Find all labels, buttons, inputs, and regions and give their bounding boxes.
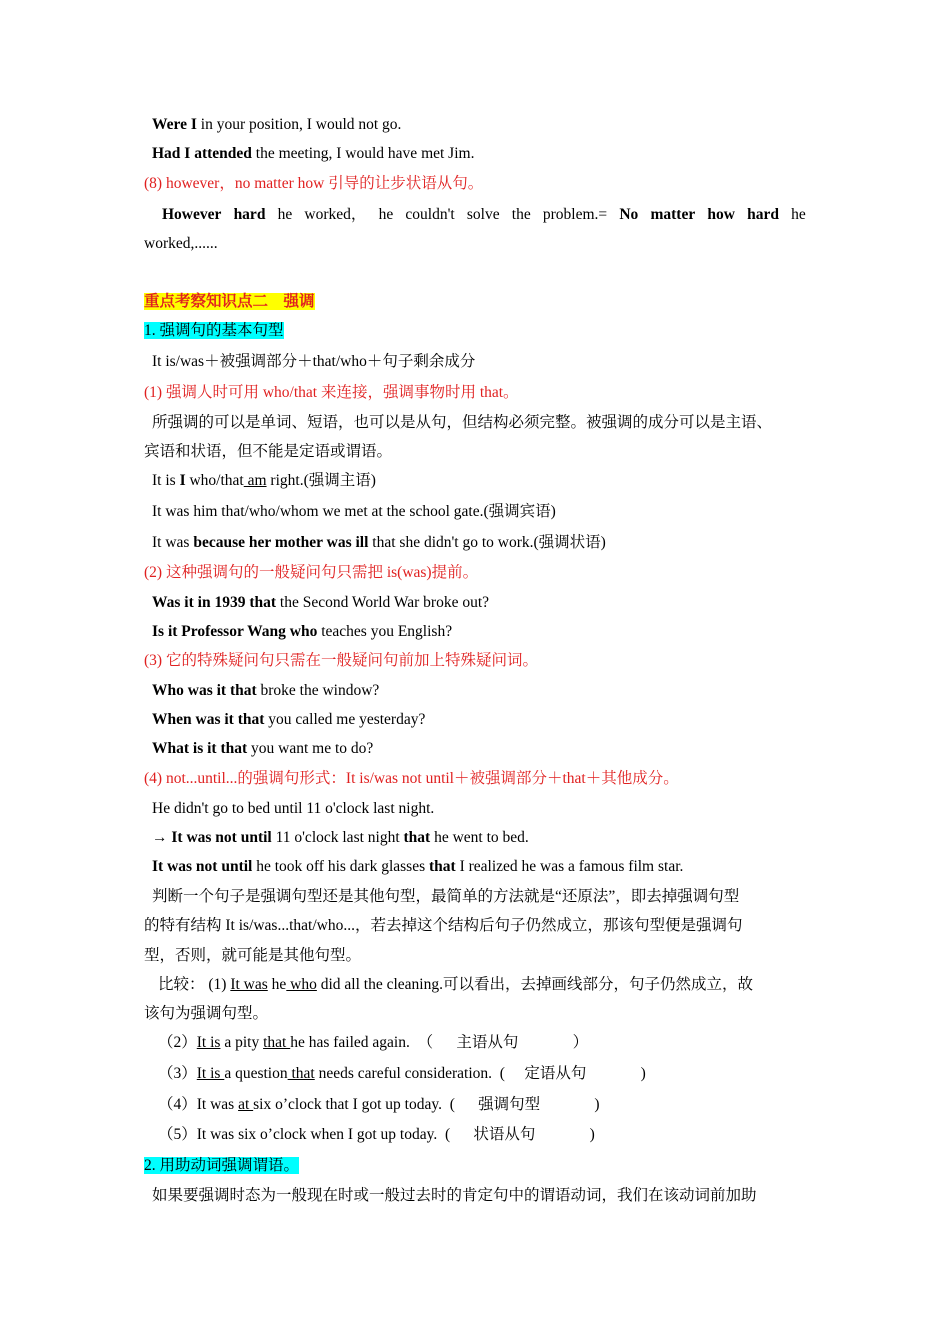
example-line: Was it in 1939 that the Second World War broke out? — [152, 594, 490, 611]
text-line: 如果要强调时态为一般现在时或一般过去时的肯定句中的谓语动词，我们在该动词前加助 — [152, 1187, 757, 1204]
example-line: Is it Professor Wang who teaches you English? — [152, 623, 453, 640]
example-line: It was because her mother was ill that she didn't go to work.(强调状语) — [152, 534, 606, 551]
text-line: 宾语和状语，但不能是定语或谓语。 — [144, 443, 393, 460]
example-line: He didn't go to bed until 11 o'clock last night. — [152, 800, 435, 817]
text-line: 型，否则，就可能是其他句型。 — [144, 947, 362, 964]
text-line: 判断一个句子是强调句型还是其他句型，最简单的方法就是“还原法”，即去掉强调句型 — [152, 888, 740, 905]
text-line: 该句为强调句型。 — [144, 1005, 269, 1022]
section-heading: 重点考察知识点二 强调 — [144, 293, 315, 310]
subsection-heading: 1. 强调句的基本句型 — [144, 322, 284, 339]
justified-text-line: However hard he worked， he couldn't solve the problem.= No matter how hard he — [162, 206, 806, 223]
text-line: 的特有结构 It is/was...that/who...，若去掉这个结构后句子仍然成立，那该句型便是强调句 — [144, 917, 743, 934]
comparison-line: （2）It is a pity that he has failed again. （ 主语从句 ） — [158, 1034, 589, 1051]
rule-heading: (4) not...until...的强调句形式：It is/was not until＋被强调部分＋that＋其他成分。 — [144, 770, 679, 787]
rule-heading: (2) 这种强调句的一般疑问句只需把 is(was)提前。 — [144, 564, 479, 581]
example-line: What is it that you want me to do? — [152, 740, 374, 757]
text-line: worked,...... — [144, 235, 218, 252]
text-line: Were I in your position, I would not go. — [152, 116, 402, 133]
example-line: It was not until he took off his dark glasses that I realized he was a famous film star. — [152, 858, 684, 875]
example-line: It is I who/that am right.(强调主语) — [152, 472, 376, 489]
subsection-heading: 2. 用助动词强调谓语。 — [144, 1157, 300, 1174]
comparison-line: （5）It was six o’clock when I got up today. ( 状语从句 ) — [158, 1126, 595, 1143]
comparison-line: 比较： (1) It was he who did all the cleaning.可以看出，去掉画线部分，句子仍然成立，故 — [158, 976, 753, 993]
rule-heading: (3) 它的特殊疑问句只需在一般疑问句前加上特殊疑问词。 — [144, 652, 538, 669]
rule-heading: (8) however，no matter how 引导的让步状语从句。 — [144, 175, 484, 192]
text-line: It is/was＋被强调部分＋that/who＋句子剩余成分 — [152, 353, 476, 370]
comparison-line: （4）It was at six o’clock that I got up today. ( 强调句型 ) — [158, 1096, 600, 1113]
text-line: Had I attended the meeting, I would have met Jim. — [152, 145, 475, 162]
example-line: It was him that/who/whom we met at the school gate.(强调宾语) — [152, 503, 556, 520]
text-line: 所强调的可以是单词、短语，也可以是从句，但结构必须完整。被强调的成分可以是主语、 — [152, 414, 773, 431]
comparison-line: （3）It is a question that needs careful consideration. ( 定语从句 ) — [158, 1065, 646, 1082]
rule-heading: (1) 强调人时可用 who/that 来连接，强调事物时用 that。 — [144, 384, 519, 401]
example-line: Who was it that broke the window? — [152, 682, 380, 699]
example-line: → It was not until 11 o'clock last night that he went to bed. — [152, 829, 529, 846]
example-line: When was it that you called me yesterday? — [152, 711, 426, 728]
